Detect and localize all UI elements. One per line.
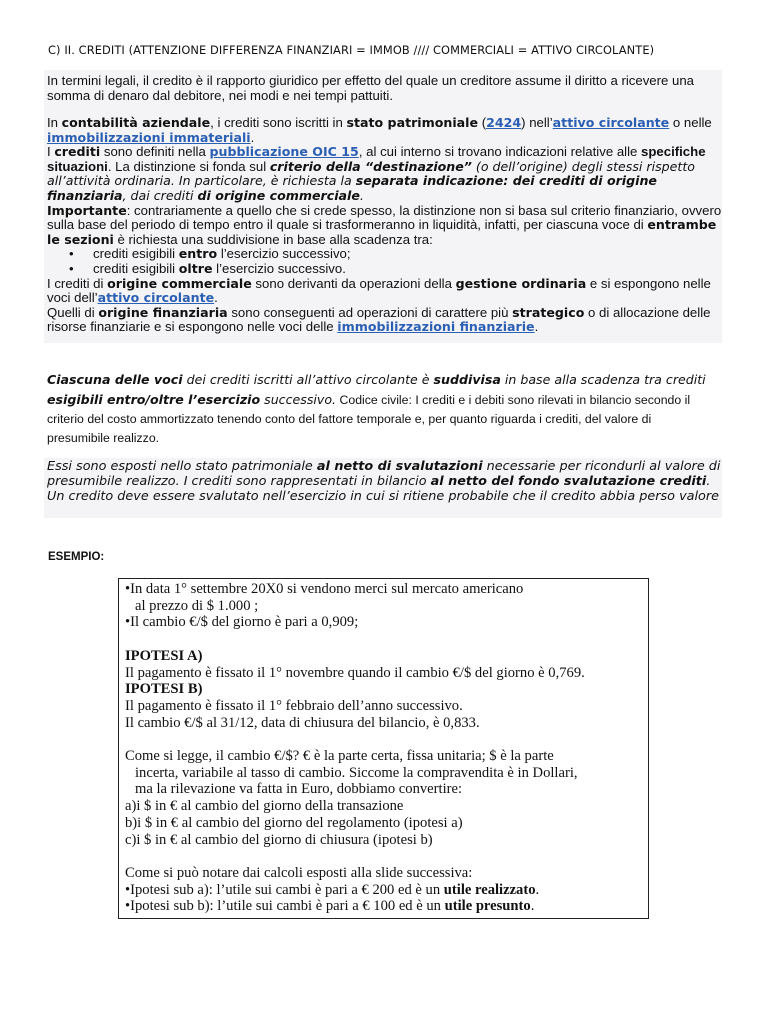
example-box [118,578,649,919]
example-line: •Ipotesi sub b): l’utile sui cambi è pari a € 100 ed è un utile presunto. [125,898,535,915]
link-attivo-circolante-2[interactable]: attivo circolante [97,290,215,306]
list-item: • crediti esigibili oltre l’esercizio successivo. [69,260,346,276]
example-line: •Ipotesi sub a): l’utile sui cambi è pari a € 200 ed è un utile realizzato. [125,881,540,898]
paragraph-financial: Quelli di origine finanziaria sono conseguenti ad operazioni di carattere più strategico o di allocazione delle risorse finanziarie e si espongono nelle voci delle immobilizzazioni finanziarie. [47,304,711,335]
paragraph-commercial: I crediti di origine commerciale sono derivanti da operazioni della gestione ordinaria e si espongono nelle voci dell’attivo circolante. [47,275,711,306]
list-item: • crediti esigibili entro l’esercizio successivo; [69,246,351,262]
bullet-icon: • [69,246,74,262]
bullet-icon: • [69,260,74,276]
example-line: c)i $ in € al cambio del giorno di chiusura (ipotesi b) [125,831,433,848]
example-line: Come si legge, il cambio €/$? € è la parte certa, fissa unitaria; $ è la parte [125,748,554,764]
intro-paragraph: In termini legali, il credito è il rapporto giuridico per effetto del quale un creditore assume il diritto a ricevere una somma di denaro dal debitore, nei modi e nei tempi pattuiti. [47,73,695,103]
example-line: •Il cambio €/$ del giorno è pari a 0,909; [125,614,359,631]
paragraph-important: Importante: contrariamente a quello che si crede spesso, la distinzione non si basa sul criterio finanziario, ovvero sulla base del periodo di tempo entro il quale si trasformeranno in liquidità, infatti, per ciascuna voce di entrambe le sezioni è richiesta una suddivisione in base alla scadenza tra: [47,202,722,247]
definition-body [47,116,727,335]
example-line: Il pagamento è fissato il 1° febbraio dell’anno successivo. [125,697,463,714]
example-line: b)i $ in € al cambio del giorno del regolamento (ipotesi a) [125,814,463,831]
example-line: ma la rilevazione va fatta in Euro, dobbiamo convertire: [135,781,463,798]
paragraph-maturity-split: Ciascuna delle voci dei crediti iscritti all’attivo circolante è suddivisa in base alla scadenza tra crediti esigibili entro/oltre l’esercizio successivo. Codice civile: I crediti e i debiti sono rilevati in bilancio secondo il criterio del costo ammortizzato tenendo conto del fattore temporale e, per quanto riguarda i crediti, del valore di presumibile realizzo. [47,372,706,445]
example-line: al prezzo di $ 1.000 ; [135,597,259,614]
maturity-list [47,247,727,276]
link-immobilizzazioni-immateriali[interactable]: immobilizzazioni immateriali [47,129,251,145]
paragraph-valuation: Essi sono esposti nello stato patrimoniale al netto di svalutazioni necessarie per ricondurli al valore di presumibile realizzo. I crediti sono rappresentati in bilancio al netto del fondo svalutazione crediti. Un credito deve essere svalutato nell’esercizio in cui si ritiene probabile che il credito abbia perso valore [47,459,721,504]
example-line: a)i $ in € al cambio del giorno della transazione [125,798,404,815]
hypothesis-b-title: IPOTESI B) [125,681,203,698]
example-label: ESEMPIO: [48,551,105,563]
link-attivo-circolante[interactable]: attivo circolante [552,115,670,130]
link-2424[interactable]: 2424 [486,115,522,130]
hypothesis-a-title: IPOTESI A) [125,647,203,664]
example-line: Come si può notare dai calcoli esposti alla slide successiva: [125,864,473,881]
link-immobilizzazioni-finanziarie[interactable]: immobilizzazioni finanziarie [337,319,535,335]
example-line: Il cambio €/$ al 31/12, data di chiusura del bilancio, è 0,833. [125,714,480,731]
link-oic-15[interactable]: pubblicazione OIC 15 [209,144,359,160]
paragraph-accounting: In contabilità aziendale, i crediti sono iscritti in stato patrimoniale (2424) nell’attivo circolante o nelle immobilizzazioni immateriali. [47,115,712,145]
example-line: •In data 1° settembre 20X0 si vendono merci sul mercato americano [125,581,524,597]
example-line: Il pagamento è fissato il 1° novembre quando il cambio €/$ del giorno è 0,769. [125,664,585,681]
example-line: incerta, variabile al tasso di cambio. Siccome la compravendita è in Dollari, [135,764,578,781]
paragraph-oic: I crediti sono definiti nella pubblicazione OIC 15, al cui interno si trovano indicazioni relative alle specifiche situazioni. La distinzione si fonda sul criterio della “destinazione” (o dell’origine) degli stessi rispetto all’attività ordinaria. In particolare, è richiesta la separata indicazione: dei crediti di origine finanziaria, dai crediti di origine commerciale. [47,144,706,203]
section-heading: C) II. CREDITI (ATTENZIONE DIFFERENZA FINANZIARI = IMMOB //// COMMERCIALI = ATTIVO CIRCOLANTE) [48,43,655,57]
